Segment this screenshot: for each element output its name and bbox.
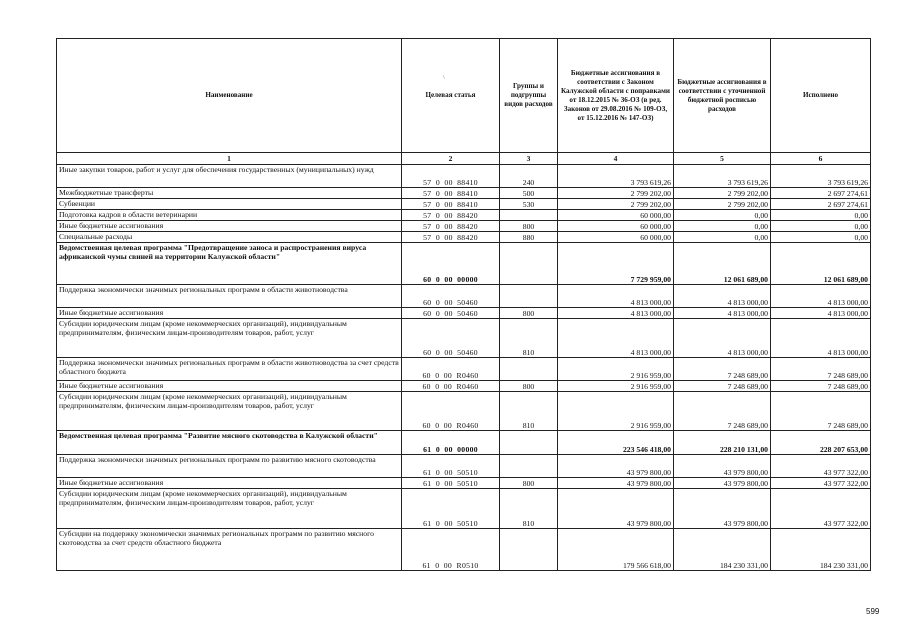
cell-law-amount: 7 729 959,00 [558,243,674,285]
cell-name: Межбюджетные трансферты [57,188,402,199]
cell-schedule-amount: 7 248 689,00 [674,358,771,381]
column-number: 2 [402,153,500,165]
cell-expense-group [500,455,558,478]
cell-law-amount: 179 566 618,00 [558,529,674,571]
cell-executed-amount: 0,00 [771,210,871,221]
cell-executed-amount: 7 248 689,00 [771,381,871,392]
cell-schedule-amount: 184 230 331,00 [674,529,771,571]
cell-target-article: 60 0 00 R0460 [402,381,500,392]
cell-schedule-amount: 12 061 689,00 [674,243,771,285]
cell-target-article: 60 0 00 R0460 [402,392,500,431]
cell-law-amount: 2 916 959,00 [558,392,674,431]
cell-target-article: 60 0 00 00000 [402,243,500,285]
cell-law-amount: 4 813 000,00 [558,308,674,319]
cell-expense-group: 880 [500,232,558,243]
cell-executed-amount: 7 248 689,00 [771,392,871,431]
column-number: 1 [57,153,402,165]
cell-schedule-amount: 4 813 000,00 [674,308,771,319]
cell-schedule-amount: 4 813 000,00 [674,319,771,358]
cell-schedule-amount: 0,00 [674,221,771,232]
table-row [57,243,871,285]
cell-law-amount: 43 979 800,00 [558,489,674,529]
cell-expense-group: 810 [500,489,558,529]
cell-name: Иные закупки товаров, работ и услуг для обеспечения государственных (муниципальных) нужд [57,165,402,188]
header-law-allocations: Бюджетные ассигнования в соответствии с Законом Калужской области с поправками от 18.12.2015 № 36-ОЗ (в ред. Законов от 29.08.2016 № 109-ОЗ, от 15.12.2016 № 147-ОЗ) [558,39,674,153]
cell-executed-amount: 4 813 000,00 [771,319,871,358]
table-row [57,199,871,210]
cell-target-article: 61 0 00 50510 [402,455,500,478]
header-executed: Исполнено [771,39,871,153]
cell-schedule-amount: 7 248 689,00 [674,392,771,431]
cell-expense-group: 810 [500,319,558,358]
cell-expense-group [500,358,558,381]
cell-schedule-amount: 43 979 800,00 [674,489,771,529]
cell-name: Иные бюджетные ассигнования [57,308,402,319]
cell-name: Иные бюджетные ассигнования [57,221,402,232]
cell-target-article: 61 0 00 50510 [402,478,500,489]
cell-target-article: 57 0 00 88420 [402,210,500,221]
cell-law-amount: 3 793 619,26 [558,165,674,188]
table-row [57,285,871,308]
cell-target-article: 61 0 00 R0510 [402,529,500,571]
cell-expense-group [500,431,558,455]
cell-expense-group: 810 [500,392,558,431]
table-row [57,221,871,232]
cell-law-amount: 43 979 800,00 [558,455,674,478]
table-row [57,431,871,455]
table-row [57,210,871,221]
cell-name: Ведомственная целевая программа "Развитие мясного скотоводства в Калужской области" [57,431,402,455]
cell-law-amount: 2 916 959,00 [558,381,674,392]
cell-executed-amount: 4 813 000,00 [771,285,871,308]
header-target-article: Целевая статья [402,39,500,153]
cell-name: Иные бюджетные ассигнования [57,478,402,489]
cell-target-article: 57 0 00 88410 [402,199,500,210]
table-body [57,165,871,571]
cell-executed-amount: 43 977 322,00 [771,455,871,478]
cell-name: Ведомственная целевая программа "Предотвращение заноса и распространения вируса африканской чумы свиней на территории Калужской области" [57,243,402,285]
cell-name: Поддержка экономически значимых региональных программ в области животноводства [57,285,402,308]
cell-schedule-amount: 43 979 800,00 [674,455,771,478]
cell-schedule-amount: 0,00 [674,210,771,221]
cell-executed-amount: 43 977 322,00 [771,478,871,489]
cell-executed-amount: 0,00 [771,221,871,232]
cell-executed-amount: 0,00 [771,232,871,243]
cell-name: Субсидии на поддержку экономически значимых региональных программ по развитию мясного скотоводства за счет средств областного бюджета [57,529,402,571]
cell-target-article: 61 0 00 50510 [402,489,500,529]
cell-target-article: 57 0 00 88420 [402,221,500,232]
cell-expense-group [500,243,558,285]
table-row [57,392,871,431]
cell-schedule-amount: 4 813 000,00 [674,285,771,308]
cell-executed-amount: 2 697 274,61 [771,188,871,199]
table-header-row [57,39,871,153]
table-row [57,529,871,571]
cell-executed-amount: 43 977 322,00 [771,489,871,529]
cell-law-amount: 223 546 418,00 [558,431,674,455]
cell-name: Субвенции [57,199,402,210]
cell-expense-group: 530 [500,199,558,210]
cell-law-amount: 43 979 800,00 [558,478,674,489]
cell-law-amount: 2 799 202,00 [558,199,674,210]
cell-expense-group: 800 [500,381,558,392]
cell-target-article: 60 0 00 50460 [402,285,500,308]
cell-expense-group: 800 [500,221,558,232]
cell-schedule-amount: 228 210 131,00 [674,431,771,455]
cell-law-amount: 4 813 000,00 [558,285,674,308]
table-row [57,358,871,381]
cell-expense-group: 800 [500,308,558,319]
table-row [57,478,871,489]
column-number: 3 [500,153,558,165]
cell-expense-group [500,210,558,221]
table-row [57,188,871,199]
cell-executed-amount: 7 248 689,00 [771,358,871,381]
cell-name: Поддержка экономически значимых региональных программ в области животноводства за счет средств областного бюджета [57,358,402,381]
page-number: 599 [866,607,880,616]
cell-name: Иные бюджетные ассигнования [57,381,402,392]
cell-expense-group [500,529,558,571]
cell-name: Подготовка кадров в области ветеринарии [57,210,402,221]
cell-target-article: 60 0 00 R0460 [402,358,500,381]
cell-executed-amount: 4 813 000,00 [771,308,871,319]
cell-schedule-amount: 43 979 800,00 [674,478,771,489]
cell-expense-group: 240 [500,165,558,188]
cell-law-amount: 60 000,00 [558,210,674,221]
column-number: 5 [674,153,771,165]
header-expense-groups: Группы и подгруппы видов расходов [500,39,558,153]
budget-table [56,38,871,571]
cell-law-amount: 2 916 959,00 [558,358,674,381]
cell-schedule-amount: 2 799 202,00 [674,188,771,199]
cell-law-amount: 2 799 202,00 [558,188,674,199]
cell-schedule-amount: 2 799 202,00 [674,199,771,210]
cell-executed-amount: 2 697 274,61 [771,199,871,210]
cell-target-article: 60 0 00 50460 [402,308,500,319]
table-row [57,232,871,243]
cell-name: Субсидии юридическим лицам (кроме некоммерческих организаций), индивидуальным предпринимателям, физическим лицам-производителям товаров, работ, услуг [57,392,402,431]
header-name: Наименование [57,39,402,153]
table-row [57,455,871,478]
cell-schedule-amount: 0,00 [674,232,771,243]
table-row [57,381,871,392]
cell-executed-amount: 12 061 689,00 [771,243,871,285]
cell-executed-amount: 184 230 331,00 [771,529,871,571]
column-number: 4 [558,153,674,165]
cell-expense-group: 800 [500,478,558,489]
scan-artifact-mark: \ [443,75,445,81]
cell-name: Субсидии юридическим лицам (кроме некоммерческих организаций), индивидуальным предпринимателям, физическим лицам-производителям товаров, работ, услуг [57,319,402,358]
cell-executed-amount: 3 793 619,26 [771,165,871,188]
cell-schedule-amount: 3 793 619,26 [674,165,771,188]
table-row [57,489,871,529]
column-number-row [57,153,871,165]
cell-executed-amount: 228 207 653,00 [771,431,871,455]
table-row [57,308,871,319]
cell-expense-group [500,285,558,308]
cell-law-amount: 4 813 000,00 [558,319,674,358]
cell-name: Поддержка экономически значимых региональных программ по развитию мясного скотоводства [57,455,402,478]
cell-target-article: 61 0 00 00000 [402,431,500,455]
table-row [57,165,871,188]
header-schedule-allocations: Бюджетные ассигнования в соответствии с уточненной бюджетной росписью расходов [674,39,771,153]
cell-law-amount: 60 000,00 [558,232,674,243]
cell-schedule-amount: 7 248 689,00 [674,381,771,392]
cell-law-amount: 60 000,00 [558,221,674,232]
cell-target-article: 57 0 00 88410 [402,188,500,199]
table-row [57,319,871,358]
cell-target-article: 57 0 00 88410 [402,165,500,188]
column-number: 6 [771,153,871,165]
cell-name: Специальные расходы [57,232,402,243]
cell-name: Субсидии юридическим лицам (кроме некоммерческих организаций), индивидуальным предпринимателям, физическим лицам-производителям товаров, работ, услуг [57,489,402,529]
cell-expense-group: 500 [500,188,558,199]
cell-target-article: 60 0 00 50460 [402,319,500,358]
cell-target-article: 57 0 00 88420 [402,232,500,243]
